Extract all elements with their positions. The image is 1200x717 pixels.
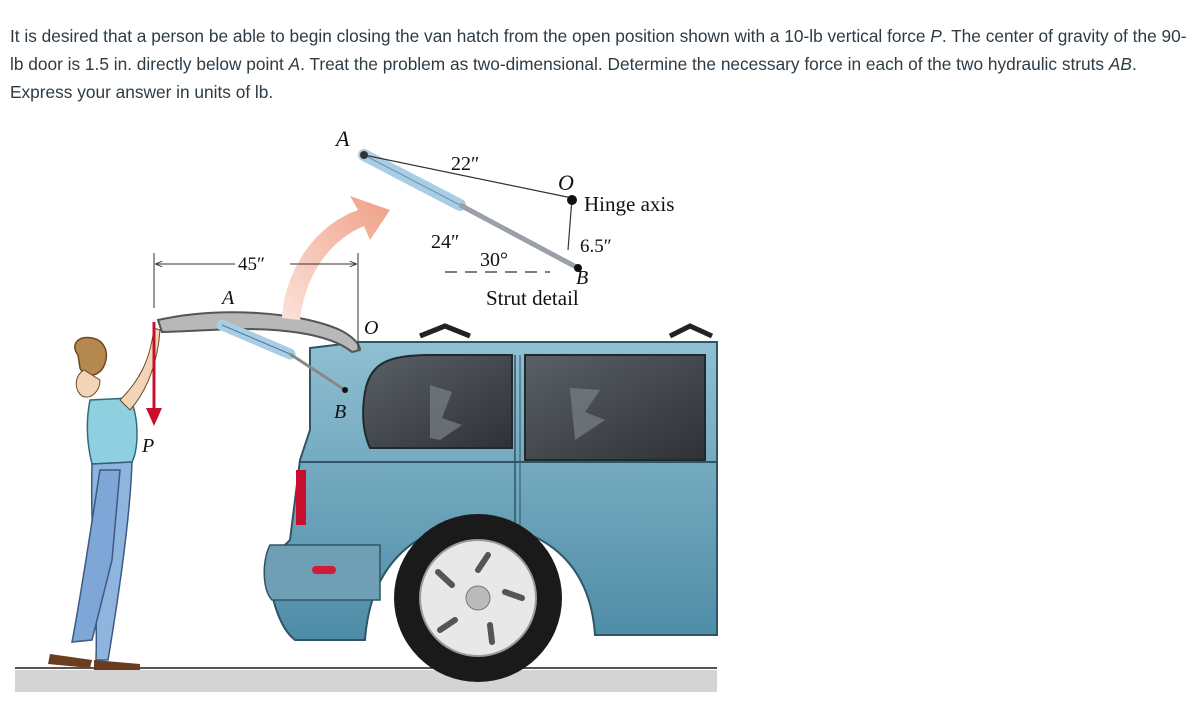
variable-P: P [930, 26, 942, 46]
detail-angle-30: 30° [480, 249, 508, 271]
detail-label-A: A [336, 126, 350, 151]
person [48, 328, 160, 670]
label-P: P [142, 435, 155, 457]
ground [15, 670, 717, 692]
problem-text-1: It is desired that a person be able to begin closing the van hatch from the open position shown with a 10-lb vertical force [10, 26, 931, 46]
van [264, 326, 717, 682]
hinge-axis-label: Hinge axis [584, 192, 675, 216]
detail-dim-6-5: 6.5″ [580, 236, 612, 257]
problem-text-2: . The center of gravity of the 90-lb door is 1.5 in. directly below point [10, 26, 1187, 74]
label-B-main: B [334, 401, 347, 423]
dim-45-label: 45″ [238, 254, 265, 275]
problem-text-4: . Express your answer in units of lb. [10, 54, 1137, 102]
variable-AB: AB [1108, 54, 1132, 74]
variable-A: A [288, 54, 301, 74]
detail-dim-22: 22″ [451, 153, 480, 175]
detail-label-B: B [576, 267, 589, 289]
strut-detail-caption: Strut detail [486, 286, 579, 310]
problem-text-3: . Treat the problem as two-dimensional. Determine the necessary force in each of the two hydraulic struts [300, 54, 1109, 74]
closing-motion-arrow [282, 196, 390, 320]
detail-dim-24: 24″ [431, 231, 460, 253]
label-A-main: A [222, 287, 235, 309]
label-O-main: O [364, 317, 379, 339]
detail-label-O: O [558, 170, 574, 195]
